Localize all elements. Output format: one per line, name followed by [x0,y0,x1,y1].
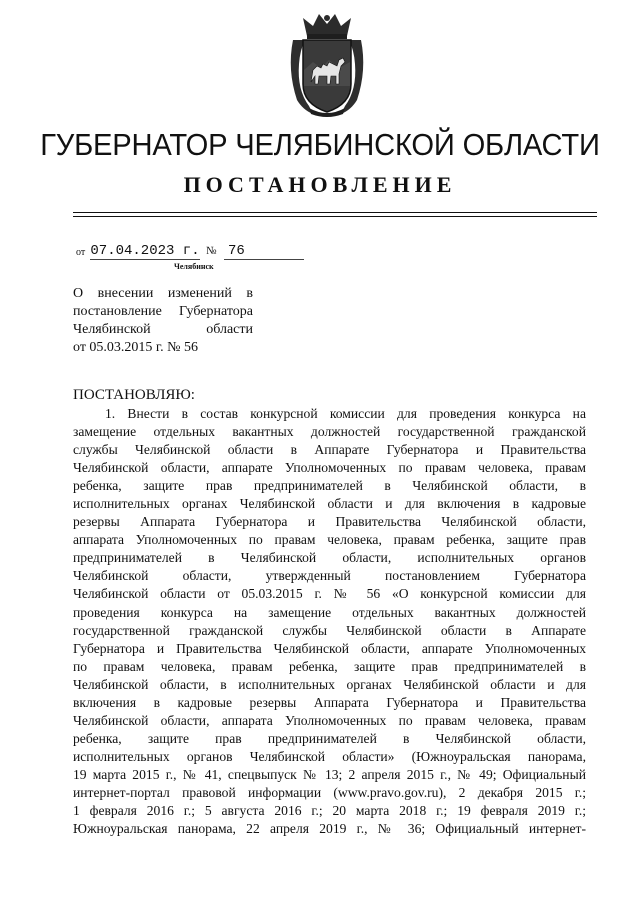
issuer-title: ГУБЕРНАТОР ЧЕЛЯБИНСКОЙ ОБЛАСТИ [40,127,600,162]
document-place: Челябинск [174,262,214,271]
date-number-line [76,243,316,261]
body-line: службы Челябинской области в Аппарате Губернатора и Правительства [73,442,586,458]
body-line: резервы Аппарата Губернатора и Правительства Челябинской области, [73,514,586,530]
body-line: Челябинской области, аппарате Уполномоченных по правам человека, правам [73,460,586,476]
body-line: замещение отдельных вакантных должностей государственной гражданской [73,424,586,440]
subject-line: Челябинской области [73,322,253,337]
body-line: Челябинской области от 05.03.2015 г. № 56 «О конкурсной комиссии для [73,586,586,602]
body-line: Челябинской области, утвержденный постановлением Губернатора [73,568,586,584]
body-line: Челябинской области, в исполнительных органах Челябинской области и для [73,676,586,692]
resolve-heading: ПОСТАНОВЛЯЮ: [73,387,195,403]
body-line: по правам человека, правам ребенка, защите прав предпринимателей в [73,658,586,674]
body-line: ребенка, защите прав предпринимателей в Челябинской области, [73,730,586,746]
body-line: исполнительных органов Челябинской области» (Южноуральская панорама, [73,748,586,764]
coat-of-arms-icon [283,10,371,118]
body-line: проведения конкурса на замещение отдельных вакантных должностей [73,604,586,620]
body-line: включения в кадровые резервы Аппарата Губернатора и Правительства [73,694,586,710]
body-line: исполнительных органах Челябинской области и для включения в кадровые [73,496,586,512]
body-line: Челябинской области, аппарата Уполномоченных по правам человека, правам [73,712,586,728]
body-line: 1. Внести в состав конкурсной комиссии для проведения конкурса на [105,406,586,421]
body-line: интернет-портал правовой информации (www.pravo.gov.ru), 2 декабря 2015 г.; [73,784,586,800]
body-line: 19 марта 2015 г., № 41, спецвыпуск № 13; 2 апреля 2015 г., № 49; Официальный [73,766,586,782]
from-label: от [76,247,86,258]
body-line: государственной гражданской службы Челябинской области в Аппарате [73,622,586,638]
header-rule-bottom [73,216,597,217]
body-line: Южноуральская панорама, 22 апреля 2019 г., № 36; Официальный интернет- [73,821,586,837]
document-body [73,405,586,838]
body-line: 1 февраля 2016 г.; 5 августа 2016 г.; 20 марта 2018 г.; 19 февраля 2019 г.; [73,803,586,819]
number-label: № [206,245,217,257]
document-type: ПОСТАНОВЛЕНИЕ [183,172,457,197]
subject-line: от 05.03.2015 г. № 56 [73,340,198,355]
body-line: аппарата Уполномоченных по правам человека, правам ребенка, защите прав [73,532,586,548]
document-date: 07.04.2023 г. [90,243,200,259]
body-line: ребенка, защите прав предпринимателей в Челябинской области, в [73,478,586,494]
document-subject [73,285,253,357]
document-number: 76 [224,243,304,260]
subject-line: постановление Губернатора [73,304,253,319]
body-line: Губернатора и Правительства Челябинской области, аппарате Уполномоченных [73,640,586,656]
header-rule-top [73,212,597,213]
subject-line: О внесении изменений в [73,286,253,301]
body-line: предпринимателей в Челябинской области, исполнительных органов [73,550,586,566]
